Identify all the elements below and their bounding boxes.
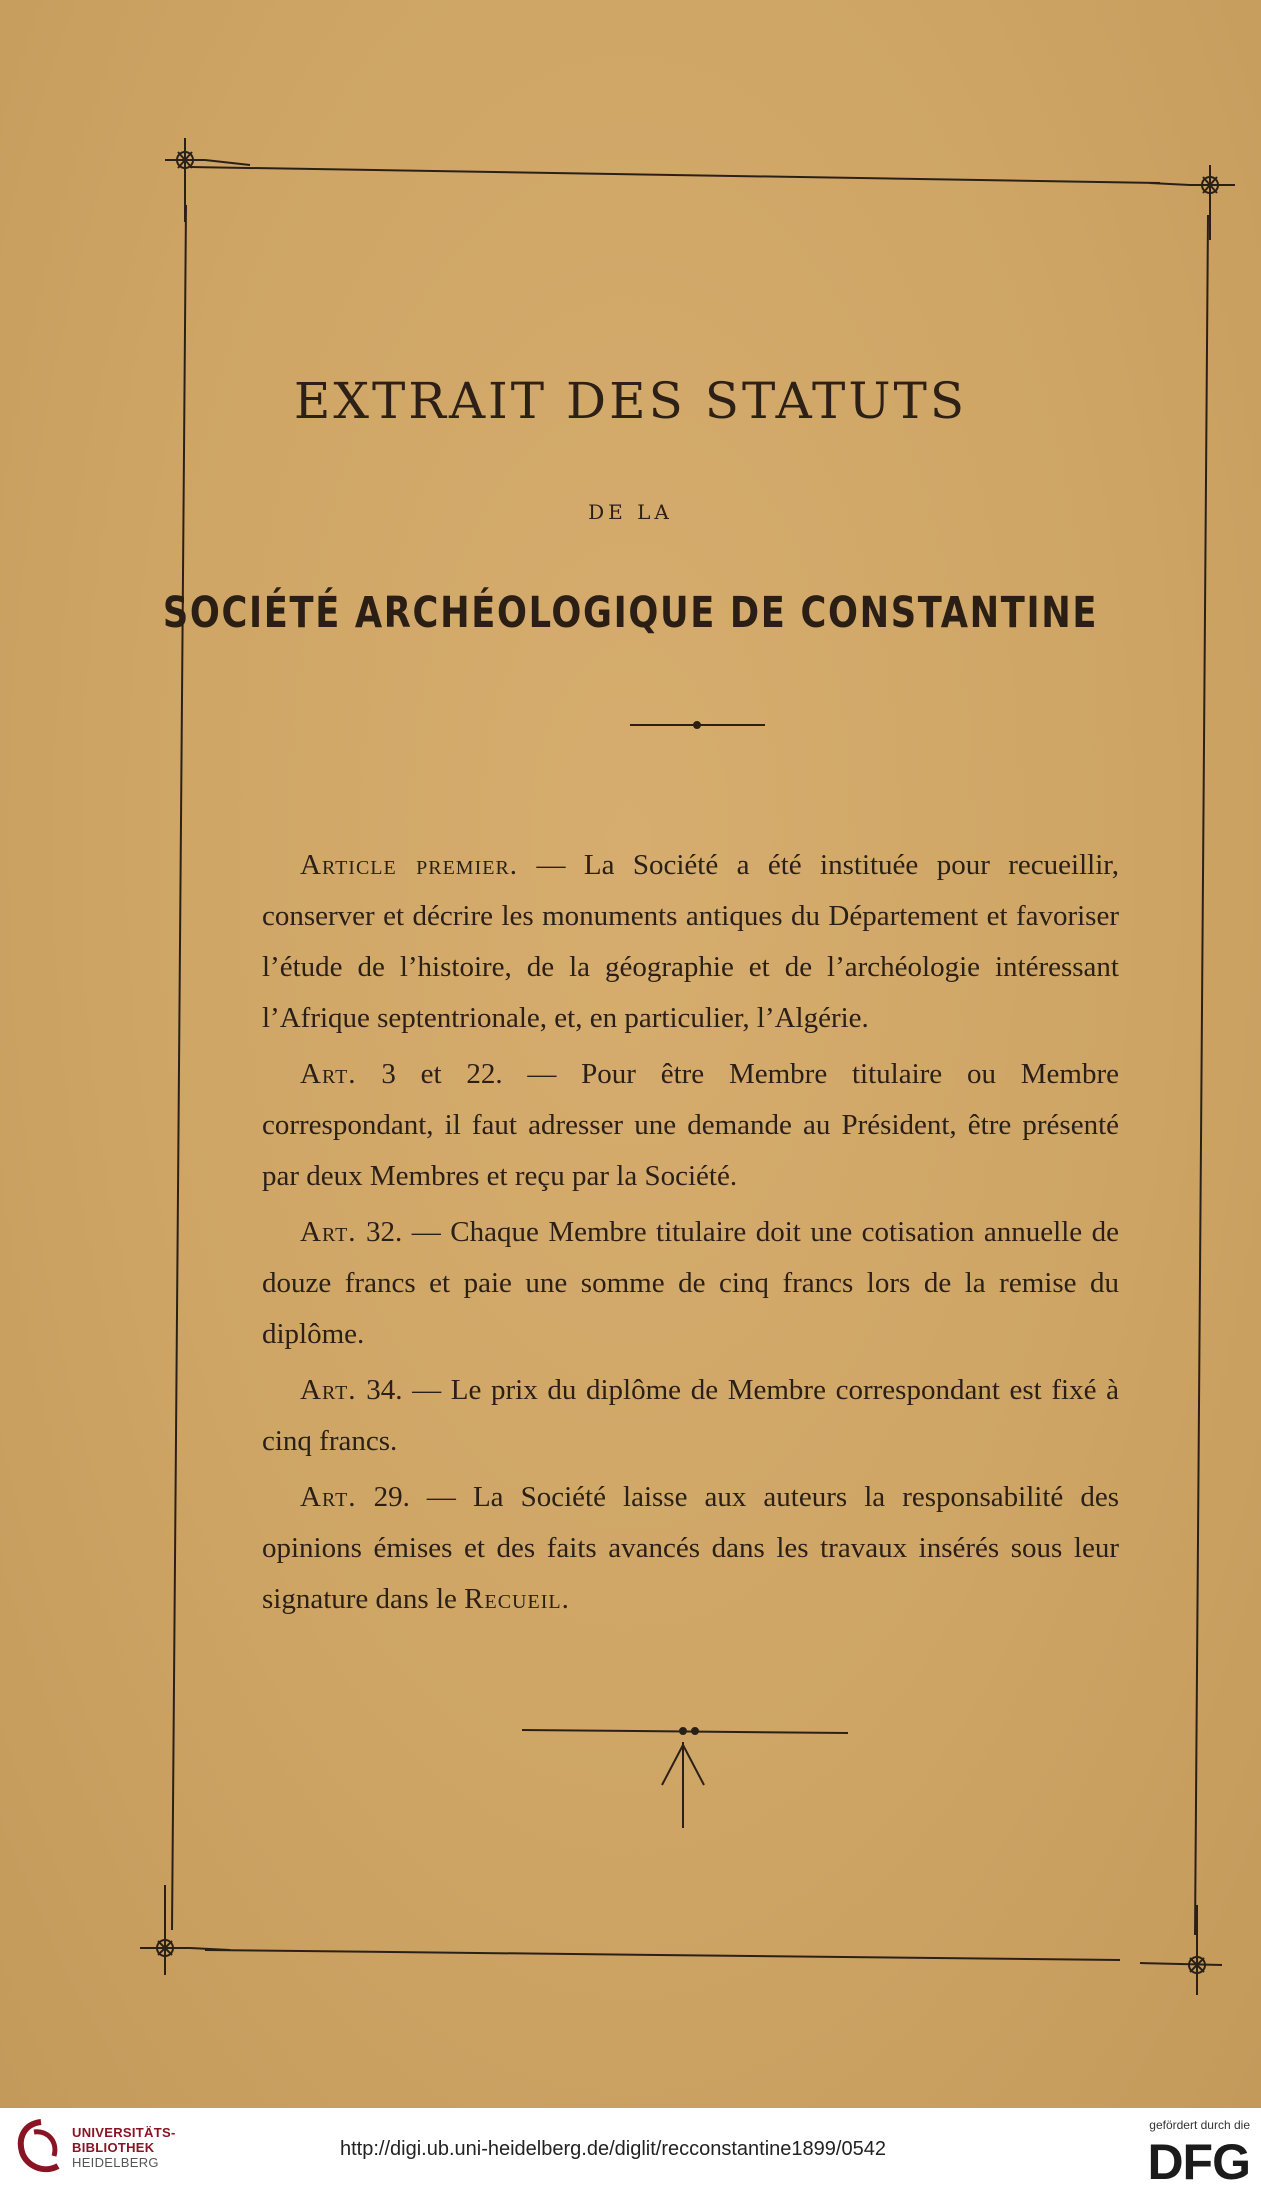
university-library-logo-icon <box>14 2118 68 2178</box>
article-paragraph <box>262 1472 1119 1625</box>
library-line-2: BIBLIOTHEK <box>72 2140 155 2155</box>
article-paragraph <box>262 1365 1119 1467</box>
article-paragraph <box>262 1207 1119 1360</box>
article-paragraph <box>262 1049 1119 1202</box>
article-label: Art. <box>300 1058 357 1090</box>
bottom-divider-ornament <box>522 1728 848 1828</box>
corner-ornament-top-right <box>1150 165 1235 240</box>
library-line-1: UNIVERSITÄTS- <box>72 2125 176 2140</box>
recueil-word: Recueil <box>464 1583 562 1615</box>
library-name <box>72 2125 176 2170</box>
article-paragraph <box>262 840 1119 1044</box>
article-body: 34. — Le prix du diplôme de Membre correspondant est fixé à cinq francs. <box>262 1374 1119 1457</box>
statutes-text <box>262 840 1119 1630</box>
article-label: Art. <box>300 1374 357 1406</box>
article-label: Art. <box>300 1481 357 1513</box>
corner-ornament-bottom-right <box>1140 1905 1222 1995</box>
article-body: 32. — Chaque Membre titulaire doit une cotisation annuelle de douze francs et paie une somme de cinq francs lors de la remise du diplôme. <box>262 1216 1119 1350</box>
corner-ornament-bottom-left <box>140 1885 230 1975</box>
article-body: 29. — La Société laisse aux auteurs la responsabilité des opinions émises et des faits avancés dans les travaux insérés sous leur signature dans le <box>262 1481 1119 1615</box>
library-line-3: HEIDELBERG <box>72 2155 159 2170</box>
document-title: EXTRAIT DES STATUTS <box>293 372 968 430</box>
article-body: 3 et 22. — Pour être Membre titulaire ou Membre correspondant, il faut adresser une demande au Président, être présenté par deux Membres et reçu par la Société. <box>262 1058 1119 1192</box>
article-end: . <box>561 1583 569 1615</box>
corner-ornament-top-left <box>165 138 250 222</box>
society-name: SOCIÉTÉ ARCHÉOLOGIQUE DE CONSTANTINE <box>162 588 1099 638</box>
article-body: — La Société a été instituée pour recueillir, conserver et décrire les monuments antiques du Département et favoriser l’étude de l’histoire, de la géographie et de l’archéologie intéressant l’Afrique septentrionale, et, en particulier, l’Algérie. <box>262 849 1119 1034</box>
article-label: Art. <box>300 1216 357 1248</box>
permalink-url[interactable]: http://digi.ub.uni-heidelberg.de/diglit/recconstantine1899/0542 <box>340 2138 886 2160</box>
dfg-logo: DFG <box>1147 2134 1250 2190</box>
title-divider <box>630 722 765 728</box>
funded-by-label: gefördert durch die <box>1149 2118 1250 2132</box>
document-subtitle: DE LA <box>588 500 673 524</box>
article-label: Article premier. <box>300 849 519 881</box>
